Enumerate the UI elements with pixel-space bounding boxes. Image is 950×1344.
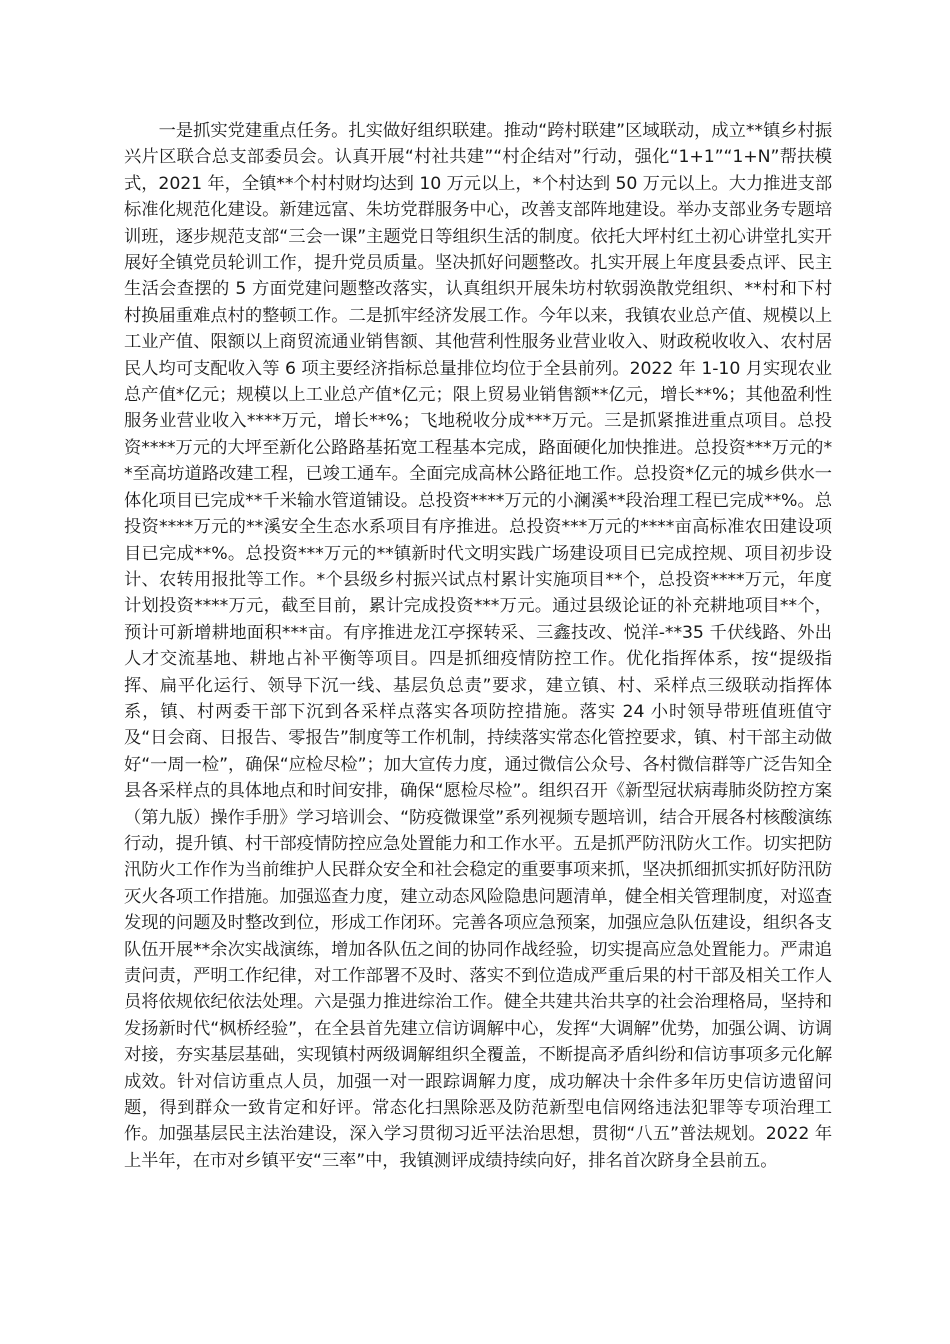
body-paragraph: 一是抓实党建重点任务。扎实做好组织联建。推动“跨村联建”区域联动，成立**镇乡村振兴片区联合总支部委员会。认真开展“村社共建”“村企结对”行动，强化“1+1”“1+N”帮扶模式，2021 年，全镇**个村村财均达到 10 万元以上，*个村达到 50 万元以上。大力推进支部标准化规范化建设。新建远富、朱坊党群服务中心，改善支部阵地建设。举办支部业务专题培训班，逐步规范支部“三会一课”主题党日等组织生活的制度。依托大坪村红土初心讲堂扎实开展好全镇党员轮训工作，提升党员质量。坚决抓好问题整改。扎实开展上年度县委点评、民主生活会查摆的 5 方面党建问题整改落实，认真组织开展朱坊村软弱涣散党组织、**村和下村村换届重难点村的整顿工作。二是抓牢经济发展工作。今年以来，我镇农业总产值、规模以上工业产值、限额以上商贸流通业销售额、其他营利性服务业营业收入、财政税收收入、农村居民人均可支配收入等 6 项主要经济指标总量排位均位于全县前列。2022 年 1-10 月实现农业总产值*亿元；规模以上工业总产值*亿元；限上贸易业销售额**亿元，增长**%；其他盈利性服务业营业收入****万元，增长**%；飞地税收分成***万元。三是抓紧推进重点项目。总投资****万元的大坪至新化公路路基拓宽工程基本完成，路面硬化加快推进。总投资***万元的**至高坊道路改建工程，已竣工通车。全面完成高林公路征地工作。总投资*亿元的城乡供水一体化项目已完成**千米输水管道铺设。总投资****万元的小澜溪**段治理工程已完成**%。总投资****万元的**溪安全生态水系项目有序推进。总投资***万元的****亩高标准农田建设项目已完成**%。总投资***万元的**镇新时代文明实践广场建设项目已完成控规、项目初步设计、农转用报批等工作。*个县级乡村振兴试点村累计实施项目**个，总投资****万元，年度计划投资****万元，截至目前，累计完成投资***万元。通过县级论证的补充耕地项目**个，预计可新增耕地面积***亩。有序推进龙江亭探转采、三鑫技改、悦洋-**35 千伏线路、外出人才交流基地、耕地占补平衡等项目。四是抓细疫情防控工作。优化指挥体系，按“提级指挥、扁平化运行、领导下沉一线、基层负总责”要求，建立镇、村、采样点三级联动指挥体系，镇、村两委干部下沉到各采样点落实各项防控措施。落实 24 小时领导带班值班值守及“日会商、日报告、零报告”制度等工作机制，持续落实常态化管控要求，镇、村干部主动做好“一周一检”，确保“应检尽检”；加大宣传力度，通过微信公众号、各村微信群等广泛告知全县各采样点的具体地点和时间安排，确保“愿检尽检”。组织召开《新型冠状病毒肺炎防控方案（第九版）操作手册》学习培训会、“防疫微课堂”系列视频专题培训，结合开展各村核酸演练行动，提升镇、村干部疫情防控应急处置能力和工作水平。五是抓严防汛防火工作。切实把防汛防火工作作为当前维护人民群众安全和社会稳定的重要事项来抓，坚决抓细抓实抓好防汛防灭火各项工作措施。加强巡查力度，建立动态风险隐患问题清单，健全相关管理制度，对巡查发现的问题及时整改到位，形成工作闭环。完善各项应急预案，加强应急队伍建设，组织各支队伍开展**余次实战演练，增加各队伍之间的协同作战经验，切实提高应急处置能力。严肃追责问责，严明工作纪律，对工作部署不及时、落实不到位造成严重后果的村干部及相关工作人员将依规依纪依法处理。六是强力推进综治工作。健全共建共治共享的社会治理格局，坚持和发扬新时代“枫桥经验”，在全县首先建立信访调解中心，发挥“大调解”优势，加强公调、访调对接，夯实基层基础，实现镇村两级调解组织全覆盖，不断提高矛盾纠纷和信访事项多元化解成效。针对信访重点人员，加强一对一跟踪调解力度，成功解决十余件多年历史信访遗留问题，得到群众一致肯定和好评。常态化扫黑除恶及防范新型电信网络违法犯罪等专项治理工作。加强基层民主法治建设，深入学习贯彻习近平法治思想，贯彻“八五”普法规划。2022 年上半年，在市对乡镇平安“三率”中，我镇测评成绩持续向好，排名首次跻身全县前五。 (124, 121, 832, 1171)
